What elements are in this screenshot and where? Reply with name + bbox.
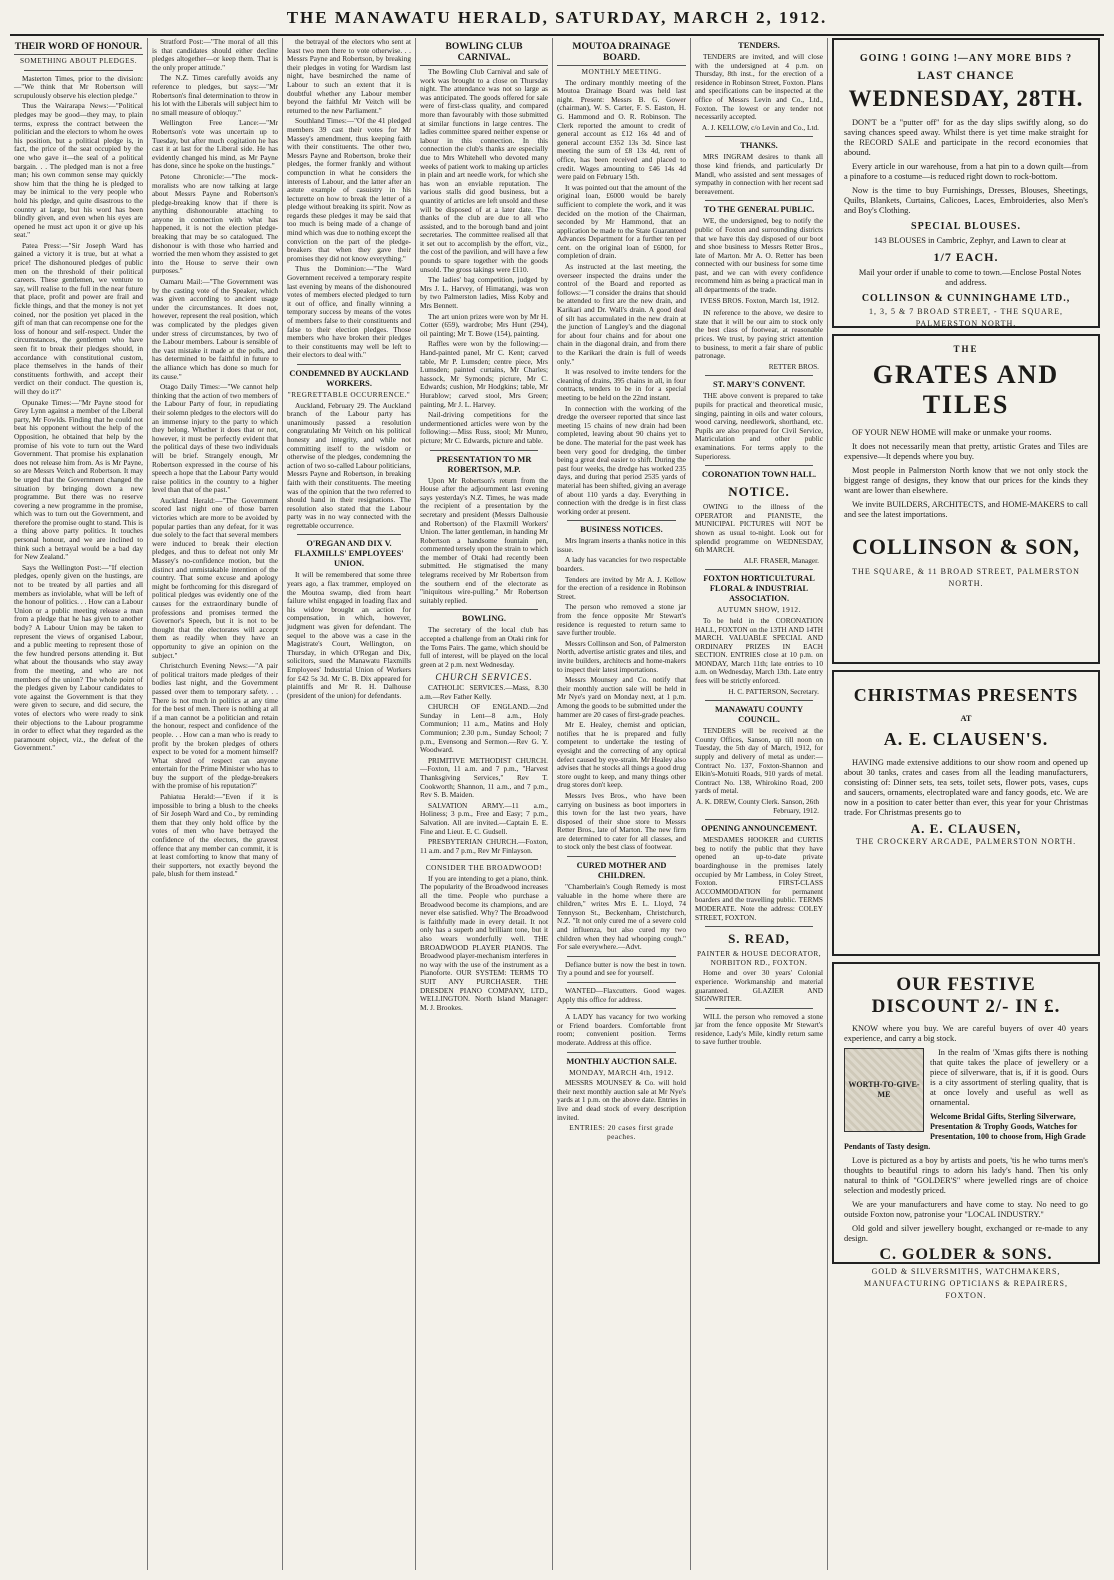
signature: A. K. DREW, County Clerk. Sanson, 26th February, 1912. <box>695 797 819 815</box>
signature: RETTER BROS. <box>768 361 819 371</box>
paragraph: To be held in the CORONATION HALL, FOXTON on the 13TH AND 14TH MARCH. VALUABLE SPECIAL AND ORDINARY PRIZES IN EACH SECTION. ENTRIES close at 10 p.m. on MONDAY, March 11th; late entries to 10 a.m. on Wednesday, March 13th. Late entry fees will be strictly enforced. <box>695 615 823 686</box>
divider <box>705 1008 813 1009</box>
divider <box>430 609 538 610</box>
firm-address: PAINTER & HOUSE DECORATOR, NORBITON RD., FOXTON. <box>696 949 822 967</box>
divider <box>24 70 133 71</box>
ad-grates-and-tiles <box>832 334 1100 664</box>
ad-title: TENDERS. <box>738 41 780 50</box>
paragraph: CATHOLIC SERVICES.—Mass, 8.30 a.m.—Rev Father Kelly. <box>420 683 548 701</box>
divider <box>567 956 676 957</box>
ad-date: MONDAY, MARCH 4th, 1912. <box>569 1067 674 1077</box>
ad-headline: OUR FESTIVE DISCOUNT 2/- IN £. <box>871 974 1061 1017</box>
paragraph: Otago Daily Times:—"We cannot help thinking that the action of two members of the Labour Party of four, in repudiating their solemn pledges to the electors will do an immense injury to the party to which they belong. Whether it does that or not, however, it must be perfectly evident that the political days of these two individuals will be brief. Strangely enough, Mr Robertson expressed in the course of his speech a hope that the Labour Party would raise politics in the country to a higher level than that of the past." <box>152 382 278 495</box>
paragraph: WE, the undersigned, beg to notify the public of Foxton and surrounding districts that we have this day disposed of our boot and shoe business to Messrs Retter Bros., late of Marton. Mr A. O. Retter has been connected with our business for some time past, and we can with every confidence recommend him as being a practical man in all departments of the trade. <box>695 216 823 295</box>
paragraph: A lady has vacancies for two respectable boarders. <box>557 555 686 574</box>
ad-text: We are your manufacturers and have come to stay. No need to go outside Foxton now, patronise your "LOCAL INDUSTRY." <box>844 1200 1088 1219</box>
divider <box>430 859 538 860</box>
divider <box>705 375 813 376</box>
ad-title: MANAWATU COUNTY COUNCIL. <box>714 705 803 725</box>
ad-headline: LAST CHANCE <box>917 68 1015 82</box>
ad-subhead: SPECIAL BLOUSES. <box>911 221 1021 232</box>
ad-text: HAVING made extensive additions to our show room and opened up about 30 tanks, crates and cases from all the leading manufacturers, consisting of: Dinner sets, tea sets, toilet sets, flower pots, vases, cups and saucers, ornaments, electroplated ware and fancy goods, etc. We are now in a position to cater better than ever, this year for your Christmas trade. For Christmas presents go to <box>844 758 1088 817</box>
article-title: PRESENTATION TO MR ROBERTSON, M.P. <box>436 454 532 474</box>
ad-text: We invite BUILDERS, ARCHITECTS, and HOME-MAKERS to call and see the latest importations. <box>844 500 1088 519</box>
paragraph: Petone Chronicle:—"The mock-moralists who are now talking at large about Messrs Payne and Robertson's pledge-breaking know that if there is anything dishonourable attaching to anyone in connection with what has happened, it is not the election pledge-breaking that may be so catalogued. The dishonour is with those who harried and worried the men whom they assisted to get into the House to serve their own purposes." <box>152 171 278 276</box>
paragraph: "Chamberlain's Cough Remedy is most valuable in the home where there are children," writes Mrs E. L. Lloyd, 74 Tennyson St., Beckenham, Christchurch, N.Z. "It not only cured me of a severe cold and influenza, but also cured my two children when they had whooping cough." For sale everywhere.—Advt. <box>557 882 686 952</box>
divider <box>705 926 813 927</box>
article-title: CONDEMNED BY AUCKLAND WORKERS. <box>289 368 409 388</box>
firm-address: THE CROCKERY ARCADE, PALMERSTON NORTH. <box>855 837 1077 846</box>
ad-text: 143 BLOUSES in Cambric, Zephyr, and Lawn to clear at <box>873 236 1066 245</box>
ad-festive-discount <box>832 962 1100 1300</box>
firm-name: COLLINSON & CUNNINGHAME LTD., <box>861 293 1071 304</box>
paragraph: It was resolved to invite tenders for the cleaning of drains, 395 chains in all, in four contracts, tenders to be in for a special meeting to be held on the 22nd instant. <box>557 367 686 402</box>
divider <box>567 856 676 857</box>
paragraph: Home and over 30 years' Colonial experience. Workmanship and material guaranteed. GLAZIER AND SIGNWRITER. <box>695 968 823 1004</box>
ad-text: Now is the time to buy Furnishings, Dresses, Blouses, Sheetings, Quilts, Blankets, Curtains, Calicoes, Laces, Embroideries, also Men's and Boy's Clothing. <box>844 186 1088 215</box>
paragraph: TENDERS will be received at the County Offices, Sanson, up till noon on Tuesday, the 5th day of March, 1912, for supply and delivery of metal as under:—Contract No. 137, Foxton-Shannon and Elkin's-Motuiti Roads, 910 yards of metal. Contract No. 138, Whirokino Road, 200 yards of metal. <box>695 726 823 796</box>
divider <box>567 520 676 521</box>
divider <box>705 136 813 137</box>
paragraph: Wellington Free Lance:—"Mr Robertson's vote was uncertain up to Tuesday, but after much cogitation he has cast it at last for the Liberal side. He has evidently changed his mind, as Mr Payne has done, since he spoke on the hustings." <box>152 118 278 171</box>
paragraph: If you are intending to get a piano, think. The popularity of the Broadwood increases all the time. People who purchase a Broadwood become its champions, and are never else satisfied. Why? The Broadwood is faithfully made in every detail. It not only has a superb and brilliant tone, but it also wears wonderfully well. THE BROADWOOD PLAYER PIANOS. The Broadwood player-mechanism interferes in no way with the use of the instrument as a Pianoforte. OUR SYSTEM: TERMS TO SUIT ANY PURCHASER. THE DRESDEN PIANO COMPANY, LTD., WELLINGTON. North Island Manager: M. J. Brookes. <box>420 873 548 1012</box>
paragraph: Messrs Ives Bros., who have been carrying on business as boot importers in this town for the last two years, have disposed of their shoe store to Messrs Retter Bros., late of Marton. The new firm are determined to cater for all classes, and to stock only the best class of footwear. <box>557 790 686 852</box>
paragraph: PRIMITIVE METHODIST CHURCH.—Foxton, 11 a.m. and 7 p.m., "Harvest Thanksgiving Services," Rev T. Cookworth; Shannon, 11 a.m., and 7 p.m., Rev S. B. Maiden. <box>420 755 548 800</box>
article-title: THEIR WORD OF HONOUR. <box>14 41 143 55</box>
article-title: BOWLING CLUB CARNIVAL. <box>420 41 548 66</box>
paragraph: the betrayal of the electors who sent at least two men there to vote otherwise. . . Messrs Payne and Robertson, by breaking their pledges in voting for Wardism last night, have besmirched the name of Labour to such an extent that it is doubtful whether any Labour member beyond the faithful Mr Veitch will be returned to the new Parliament." <box>287 37 411 115</box>
paragraph: The Bowling Club Carnival and sale of work was brought to a close on Thursday night. The attendance was not so large as was anticipated. The goods offered for sale were of first-class quality, and compared more than favourably with those submitted at similar functions in large centres. The ladies committee spared neither expense or labour in this connection. In this connection the club's thanks are especially due to Mrs Whitehell who devoted many weeks of patient work to making up articles in plain and art needle work, for which she has won an enviable reputation. The various stalls did good business, but a quantity of articles are left unsold and these will be disposed of at a later date. The thanks of the club are due to all who assisted, and to the borough band and joint secretaries. The committee realised all that it set out to accomplish by the effort, viz., the cost of the pavilion, and will have a few pounds to spare together with the goods unsold. The gross takings were £110. <box>420 67 548 274</box>
paragraph: Auckland Herald:—"The Government scored last night one of those barren victories which are more to be avoided by popular parties than any defeat, for it was due solely to the fact that several members were induced to break their election pledges, and thus to defeat not only Mr Massey's no-confidence motion, but the distinct and unmistakable intention of the country. That some excuse and apology might be forthcoming for this disregard of political pledges was evidently one of the causes for the extraordinary bundle of professions and promises termed the Governor's Speech, but it is not to be thought that the electorates will accept them as readily when they have an opportunity to give an opinion on the subject." <box>152 495 278 660</box>
paragraph: Southland Times:—"Of the 41 pledged members 39 cast their votes for Mr Massey's amendment, thus keeping faith with their constituents. The other two, Messrs Payne and Robertson, broke their pledges, the former frankly and without compunction in what he considers the interests of Labour, and the latter after an astute example of casuistry in his lecturette on how to break the letter of a pledge without breaking its spirit. Now as regards these pledges it may be said that too much is being made of a change of mind which was due to nothing except the conviction on the part of the pledge-breakers that when they gave their promises they did not know everything." <box>287 116 411 263</box>
ad-text: It does not necessarily mean that pretty, artistic Grates and Tiles are expensive—It depends where you buy. <box>844 442 1088 461</box>
column-1 <box>10 38 147 1570</box>
paragraph: WILL the person who removed a stone jar from the fence opposite Mr Stewart's residence, Lady's Mile, kindly return same to save further trouble. <box>695 1011 823 1047</box>
ad-title: MONTHLY AUCTION SALE. <box>566 1056 677 1066</box>
ad-headline: GRATES AND TILES <box>872 360 1060 419</box>
ad-title: THANKS. <box>740 141 778 151</box>
paragraph: In connection with the working of the dredge the overseer reported that since last meeting 15 chains of new drain had been completed, leaving about 90 chains yet to be done. The material for the past week has been very good for dredging, the timber being a great deal easier to shift. During the past four weeks, the dredge has worked 235 days, and during that period 2535 yards of material has been shifted, giving an average of about 110 yards a day. Everything in connection with the dredge is in first class working order at present. <box>557 403 686 516</box>
section-title: BUSINESS NOTICES. <box>580 525 663 535</box>
paragraph: The ladies' bag competition, judged by Mrs J. L. Harvey, of Himatangi, was won by two Palmerston ladies, Miss Koby and Mrs Bennett. <box>420 275 548 311</box>
ad-at: AT <box>960 714 972 723</box>
paragraph: THE above convent is prepared to take pupils for practical and theoretical music, singing, painting in oils and water colours, wood carving, needlework, shorthand, etc. Pupils are also prepared for Civil Service, Matriculation and other public examinations. For terms apply to the Superioress. <box>695 391 823 461</box>
divider <box>567 1008 676 1009</box>
firm-name: COLLINSON & SON, <box>851 534 1081 559</box>
paragraph: OWING to the illness of the OPERATOR and PIANISTE, the MUNICIPAL PICTURES will NOT be shown as usual to-night. Look out for splendid programme on WEDNESDAY, 6th MARCH. <box>695 502 823 555</box>
paragraph: Thus the Wairarapa News:—"Political pledges may be good—they may, to plain terms, express the contract between the politician and the electors to whom he owes his position, but a political pledge is, in fact, the price of the seat occupied by the one who gave it—the seal of a political bargain. . . The pledged man is not a free man; his own common sense may quickly show him that the thing he is pledged to may be inimical to the very people who hold his pledge, and quite disastrous to the country at large, but his word has been blindly given, and even when his eyes are opened he must act upon it or give up his seat." <box>14 101 143 240</box>
ad-text: Old gold and silver jewellery bought, exchanged or re-made to any design. <box>844 1224 1088 1243</box>
paragraph: Auckland, February 29. The Auckland branch of the Labour party has unanimously passed a resolution congratulating Mr Veitch on his political honesty and integrity, and while not committing itself to the wisdom or otherwise of the pledges, condemning the action of two so-called Labour politicians, Messrs Payne and Robertson, in breaking faith with their constituents. The meeting was of the opinion that the two referred to should hand in their resignations. The resolution also stated that the Labour party was in no way connected with the regrettable occurrence. <box>287 400 411 530</box>
firm-signature: A. E. CLAUSEN, <box>910 821 1022 836</box>
jewellery-illustration: WORTH-TO-GIVE-ME <box>844 1048 924 1132</box>
ad-text: Every article in our warehouse, from a hat pin to a down quilt—from a pinafore to a costume—is reduced right down to rock-bottom. <box>844 162 1088 181</box>
paragraph: The secretary of the local club has accepted a challenge from an Otaki rink for the Toms Pairs. The game, which should be full of interest, will be played on the local green at 2 p.m. next Wednesday. <box>420 625 548 669</box>
ad-title: CORONATION TOWN HALL. <box>701 470 817 480</box>
ad-title: ST. MARY'S CONVENT. <box>713 380 805 390</box>
article-title: BOWLING. <box>462 614 506 624</box>
signature: IVESS BROS. Foxton, March 1st, 1912. <box>700 295 819 305</box>
paragraph: Nail-driving competitions for the undermentioned articles were won by the following:—Miss Russ, stool; Mr Munro, picture; Mr C. Edwards, picture and table. <box>420 410 548 445</box>
divider <box>705 819 813 820</box>
divider <box>705 700 813 701</box>
ad-title: TO THE GENERAL PUBLIC. <box>703 205 815 215</box>
paragraph: Opunake Times:—"Mr Payne stood for Grey Lynn against a member of the Liberal party, Mr Fowlds. Finding that he could not beat his opponent without the help of the Opposition, he obtained that help by the promise of his vote to turn out the Ward Government. That promise his explanation does not release him from. As is Mr Payne, so are Messrs Veitch and Robertson. It may be urged that the Government changed the situation by bringing down a new programme. But there was no reserve covering a new programme in the promise, which was to turn out the Government, and therefore the promise ought to stand. This is a thing above party politics. It touches personal honour, and we are inclined to think such a betrayal would be a bad day for New Zealand." <box>14 397 143 562</box>
paragraph: MRS INGRAM desires to thank all those kind friends, and particularly Dr Mandl, who assisted and sent messages of sympathy in connection with her recent sad bereavement. <box>695 152 823 196</box>
paragraph: Messrs Mounsey and Co. notify that their monthly auction sale will be held in Mr Nye's yard on Monday next, at 1 p.m. Among the goods to be submitted under the hammer are 20 cases of first-grade peaches. <box>557 675 686 719</box>
ad-christmas-presents <box>832 670 1100 956</box>
ad-title: OPENING ANNOUNCEMENT. <box>701 824 817 834</box>
divider <box>705 465 813 466</box>
divider <box>705 569 813 570</box>
paragraph: The N.Z. Times carefully avoids any reference to pledges, but says:—"Mr Robertson's final determination to throw in his lot with the Liberals will subject him to no small measure of obloquy." <box>152 73 278 117</box>
paragraph: Upon Mr Robertson's return from the House after the adjournment last evening says yesterday's N.Z. Times, he was made the recipient of a presentation by the secretary and president (Messrs Dalhousie and Robertson) of the Flaxmill Workers' Union. The latter gentleman, in handing Mr Robertson a handsome fountain pen, commented tersely upon the strain to which the member of Otaki had recently been submitted. He stigmatised the many telegrams received by Mr Robertson from the southern end of the electorate as "iniquitous wire-pulling." Mr Robertson suitably replied. <box>420 475 548 605</box>
divider <box>567 982 676 983</box>
firm-name: S. READ, <box>728 931 790 947</box>
ad-gift-list: Welcome Bridal Gifts, Sterling Silverware, Presentation & Trophy Goods, Watches for Presentation, 100 to choose from, High Grade Pendants of Tasty design. <box>844 1112 1086 1151</box>
article-subtitle: "REGRETTABLE OCCURRENCE." <box>287 389 411 399</box>
divider <box>567 1052 676 1053</box>
paragraph: Oamaru Mail:—"The Government was by the casting vote of the Speaker, which was given according to ancient usage under the circumstances. It does not, however, represent the real position, which was complicated by the pledges given under stress of circumstances, by two of the Labour members. Labour is sensible of the vast mistake it made at the polls, and has determined to be faithful in future to the alliance which has done so much for its cause." <box>152 277 278 381</box>
paragraph: Tenders are invited by Mr A. J. Kellow for the erection of a residence in Robinson Street. <box>557 574 686 601</box>
column-6 <box>690 38 827 1570</box>
paragraph: MESDAMES HOOKER and CURTIS beg to notify the public that they have opened an up-to-date private boardinghouse in the premises lately occupied by Mr Lambess, in Coley Street, Foxton. FIRST-CLASS ACCOMMODATION for permanent boarders and the travelling public. TERMS MODERATE. Note the address: COLEY STREET, FOXTON. <box>695 835 823 922</box>
article-title: MOUTOA DRAINAGE BOARD. <box>557 41 686 66</box>
paragraph: Masterton Times, prior to the division:—"We think that Mr Robertson will scrupulously observe his election pledge." <box>14 73 143 100</box>
columns <box>10 38 1104 1570</box>
signature: A. J. KELLOW, c/o Levin and Co., Ltd. <box>701 122 819 132</box>
paragraph: IN reference to the above, we desire to state that it will be our aim to stock only the best class of footwear, at reasonable prices. We trust, by paying strict attention to business, to merit a fair share of public patronage. <box>695 308 823 361</box>
ad-tagline: GOING ! GOING !—ANY MORE BIDS ? <box>859 53 1073 64</box>
paragraph: The person who removed a stone jar from the fence opposite Mr Stewart's residence is requested to return same to save further trouble. <box>557 602 686 638</box>
signature: H. C. PATTERSON, Secretary. <box>728 686 819 696</box>
paragraph: As instructed at the last meeting, the overseer inspected the drains under the control of the Board and reported as follows:—"I consider the drains that should be attended to first are the new drain, and Karikari and Dr. Wall's drain. A good deal of silt has accumulated in the new drain at the junction of Langley's and the diagonal for about four chains and for about one chain in the diagonal drain, and from there to the Karikari the drain is full of weeds only." <box>557 262 686 366</box>
paragraph: Messrs Collinson and Son, of Palmerston North, advertise artistic grates and tiles, and invite builders, architects and home-makers to inspect their latest importations. <box>557 638 686 674</box>
paragraph: Christchurch Evening News:—"A pair of political traitors made pledges of their bodies last night, and the Government passed over them to temporary safety. . . There is not much in politics at any time for the best of men. There is nothing at all if a man cannot be a politician and retain the honour, respect and confidence of the people. . . How can a man who is ready to profit by the broken pledges of others expect to be voted for a moment himself? What shred of respect can anyone entertain for the Prime Minister who has to buy the support of the pledge-breakers with the promise of his reputation?" <box>152 661 278 791</box>
article-title: CONSIDER THE BROADWOOD! <box>425 863 543 873</box>
paragraph: Mr E. Healey, chemist and optician, notifies that he is prepared and fully competent to undertake the testing of eyesight and the correcting of any optical defect caused by eye-strain. Mr Healey also advises that he stocks all things a good drug store ought to keep, and many things other drug stores don't keep. <box>557 720 686 790</box>
ad-headline: CHRISTMAS PRESENTS <box>853 685 1079 705</box>
ad-price: 1/7 EACH. <box>933 250 999 264</box>
paragraph: SALVATION ARMY.—11 a.m., Holiness; 3 p.m., Free and Easy; 7 p.m., Salvation. All are invited.—Captain E. E. Fine and Lieut. E. C. Gudsell. <box>420 800 548 836</box>
ad-last-chance-sale <box>832 38 1100 328</box>
section-title: CHURCH SERVICES. <box>435 672 533 683</box>
column-2 <box>147 38 282 1570</box>
paragraph: The ordinary monthly meeting of the Moutoa Drainage Board was held last night. Present: Messrs B. G. Gower (chairman), W. S. Carter, F. S. Easton, H. G. Hammond and O. R. Robinson. The Clerk reported the amount to credit of general account as £12 16s 4d and of general account £352 13s 3d. Since last meeting the sum of £8 13s 4d, rent of office, has been received and placed to credit. Wages amounting to £46 14s 4d were paid on February 15th. <box>557 77 686 182</box>
ad-text: Mail your order if unable to come to town.—Enclose Postal Notes and address. <box>858 268 1082 287</box>
paragraph: Raffles were won by the following:—Hand-painted panel, Mr C. Kent; carved table, Mr P. Lumsden; centre piece, Mrs Lumsden; painted curtains, Mr Charles; hassock, Mr Symonds; picture, Mr C. Edwards; cushion, Mr Hodgkins; table, Mr Hurablow; carved stool, Mrs Green; painting, Mr J. L. Harvey. <box>420 339 548 409</box>
divider <box>705 200 813 201</box>
firm-name: C. GOLDER & SONS. <box>879 1246 1053 1263</box>
paragraph: The art union prizes were won by Mr H. Cotter (659), wardrobe; Mrs Hunt (294), oil painting; Mr T. Bowe (154), painting. <box>420 311 548 338</box>
paragraph: Pahiatua Herald:—"Even if it is impossible to bring a blush to the cheeks of Sir Joseph Ward and Co., by reminding them that they only hold office by the votes of men who have betrayed the confidence of the electors, the gravest offence that any member can commit, it is at least comforting to know that many of their supporters, not exactly beyond the pale, blush for them instead." <box>152 792 278 879</box>
signature: ALF. FRASER, Manager. <box>743 555 819 565</box>
firm-address: THE SQUARE, & 11 BROAD STREET, PALMERSTON NORTH. <box>852 567 1080 588</box>
firm-address: 1, 3, 5 & 7 BROAD STREET, - THE SQUARE, PALMERSTON NORTH. <box>868 307 1064 328</box>
paragraph: Stratford Post:—"The moral of all this is that candidates should either decline pledges altogether—or keep them. That is the only proper attitude." <box>152 37 278 72</box>
column-7-ads <box>827 38 1104 1570</box>
paragraph: CHURCH OF ENGLAND.—2nd Sunday in Lent—8 a.m., Holy Communion; 11 a.m., Matins and Holy Communion; 2.30 p.m., Sunday School; 7 p.m., Evensong and Sermon.—Rev G. Y. Woodward. <box>420 702 548 755</box>
firm-name: A. E. CLAUSEN'S. <box>883 729 1049 749</box>
ad-text: KNOW where you buy. We are careful buyers of over 40 years experience, and carry a big stock. <box>844 1024 1088 1043</box>
ad-the: THE <box>953 344 979 354</box>
paragraph: PRESBYTERIAN CHURCH.—Foxton, 11 a.m. and 7 p.m., Rev Mr Finlayson. <box>420 837 548 855</box>
paragraph: Thus the Dominion:—"The Ward Government received a temporary respite last evening by means of the dishonoured votes of members elected pledged to turn it out of office, and finally winning a temporary success by means of the votes of members false to their constituents and false to their election pledges. Those members who have broken their pledges to their constituents may well be left to their electors to deal with." <box>287 264 411 360</box>
firm-address: GOLD & SILVERSMITHS, WATCHMAKERS, MANUFACTURING OPTICIANS & REPAIRERS, FOXTON. <box>863 1267 1069 1300</box>
divider <box>430 450 538 451</box>
column-4 <box>415 38 552 1570</box>
ad-big-date: WEDNESDAY, 28TH. <box>848 86 1084 111</box>
ad-text: Love is pictured as a boy by artists and poets, 'tis he who turns men's thoughts to beautiful rings to adorn his lady's hand. Then 'tis only natural to think of "GOLDER'S" where jewelled rings are of choice selection and modestly priced. <box>844 1156 1088 1195</box>
paragraph: Patea Press:—"Sir Joseph Ward has gained a victory it is true, but at what a price! The dishonoured pledges of public men on the threshold of their political careers. These gentlemen, we venture to say, will realise to the full in the near future that place, profit and power are frail and fickle things, and that the money is not yet coined, nor the position yet placed in the gift of man that can recompense one for the loss of honour and self-respect. Under the circumstances, the gentlemen who have seen fit to break their pledges should, in accordance with constitutional custom, place themselves in the hands of their constituents forthwith, and accept their verdict on their conduct. The question is, will they do it?" <box>14 240 143 396</box>
classified-ad: A LADY has vacancy for two working or Friend boarders. Comfortable front room; convenient position. Terms moderate. Address at this office. <box>557 1012 686 1047</box>
paragraph: It will be remembered that some three years ago, a flax trammer, employed on the Moutoa swamp, died from heart failure whilst engaged in loading flax and his widow brought an action for compensation, in which, however, judgment was given for defendant. The sequel to the above was a case in the Magistrate's Court, Wellington, on Thursday, in which O'Regan and Dix, solicitors, sued the Manawatu Flaxmills Employees' Industrial Union of Workers for £42 5s 3d. Mr C. B. Dix appeared for plaintiffs and Mr R. H. Dalhouse (president of the union) for defendants. <box>287 570 411 700</box>
divider <box>297 364 401 365</box>
paragraph: Mrs Ingram inserts a thanks notice in this issue. <box>557 536 686 554</box>
notice-label: NOTICE. <box>728 484 790 500</box>
article-subtitle: MONTHLY MEETING. <box>581 67 662 76</box>
column-5 <box>552 38 690 1570</box>
column-3 <box>282 38 415 1570</box>
paragraph: MESSRS MOUNSEY & Co. will hold their next monthly auction sale at Mr Nye's yards at 1 p.m. on the above date. Entries in live and dead stock of every description invited. <box>557 1078 686 1122</box>
ad-text: OF YOUR NEW HOME will make or unmake your rooms. <box>852 428 1052 437</box>
article-subtitle: SOMETHING ABOUT PLEDGES. <box>19 56 138 65</box>
paragraph: It was pointed out that the amount of the original loan, £6000 would be barely sufficient to complete the work, and it was decided on the motion of the Chairman, seconded by Mr Hammond, that an application be made to the State Guaranteed Advances Department for a further ten per cent. on the original loan of £6000, for completion of drain. <box>557 182 686 261</box>
article-title: CURED MOTHER AND CHILDREN. <box>576 861 667 881</box>
ad-subtitle: AUTUMN SHOW, 1912. <box>717 605 801 615</box>
ad-text: In the realm of 'Xmas gifts there is nothing that quite takes the place of jewellery or a piece of silverware, that is, if it is good. Ours is a city assortment of sterling quality, that is at once lovely and useful as well as ornamental. <box>930 1048 1088 1107</box>
paragraph: Defiance butter is now the best in town. Try a pound and see for yourself. <box>557 959 686 978</box>
classified-ad: WANTED—Flaxcutters. Good wages. Apply this office for address. <box>557 986 686 1004</box>
article-title: O'REGAN AND DIX V. FLAXMILLS' EMPLOYEES' UNION. <box>294 539 404 569</box>
ad-text: Most people in Palmerston North know that we not only stock the biggest range of designs, they know that our prices for the kinds they want are lower than elsewhere. <box>844 466 1088 495</box>
paragraph: Says the Wellington Post:—"If election pledges, openly given on the hustings, are not to be treated by all parties and all members as inviolable, what will be left of the honour of politics. . . How can a Labour Union or a public meeting release a man from a pledge that he has given to another body? A Labour Union may be taken to represent the views of organised Labour, and a public meeting to represent those of the few hundred persons attending it. But what about the thousands who stay away from the meeting, and who are not members of the union? The whole point of the pledges given by Labour candidates to vote against the Government is that they were given to secure, and did secure, the votes of electors who were ready to sink their objections to the Labour programme in order to effect what they regarded as the paramount object, viz., the defeat of the Government." <box>14 562 143 753</box>
masthead: THE MANAWATU HERALD, SATURDAY, MARCH 2, 1912. <box>10 8 1104 36</box>
divider <box>297 534 401 535</box>
ad-entries: ENTRIES: 20 cases first grade peaches. <box>569 1123 674 1141</box>
ad-title: FOXTON HORTICULTURAL FLORAL & INDUSTRIAL ASSOCIATION. <box>703 574 815 604</box>
paragraph: TENDERS are invited, and will close with the undersigned at 4 p.m. on Thursday, 8th inst., for the erection of a residence in Robinson Street, Foxton. Plans and specifications can be inspected at the office of Messrs Levin and Co., Ltd., Foxton. The lowest or any tender not necessarily accepted. <box>695 52 823 122</box>
ad-text: DON'T be a "putter off" for as the day slips swiftly along, so do saving chances speed away. Whilst there is yet time make straight for the RECORD SALE and participate in the record economies that abound. <box>844 118 1088 157</box>
